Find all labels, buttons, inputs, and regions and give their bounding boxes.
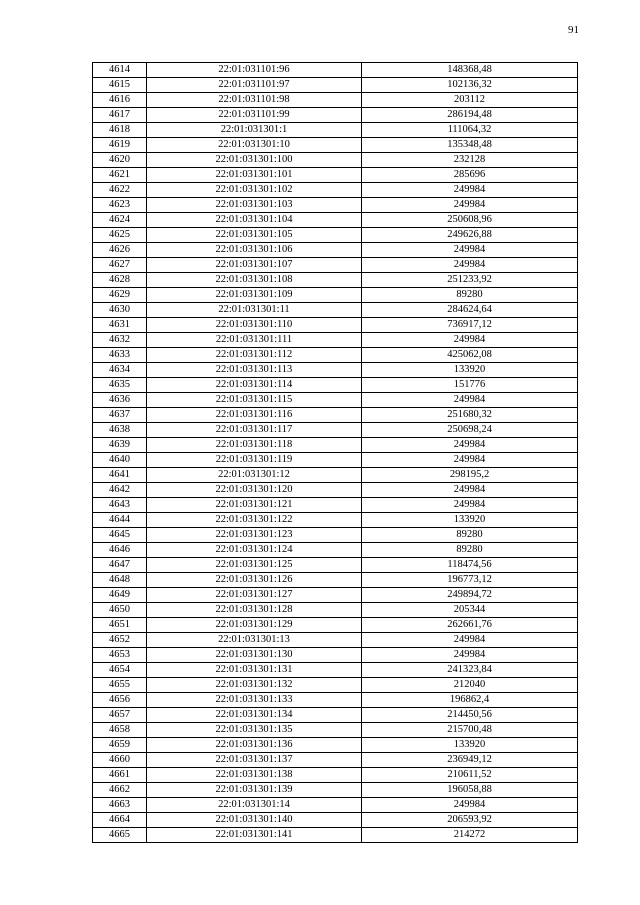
row-number-cell: 4628 bbox=[93, 273, 147, 288]
cadastral-number-cell: 22:01:031301:108 bbox=[147, 273, 362, 288]
cadastral-value-cell: 286194,48 bbox=[362, 108, 578, 123]
row-number-cell: 4621 bbox=[93, 168, 147, 183]
table-row bbox=[93, 813, 578, 828]
cadastral-value-cell: 215700,48 bbox=[362, 723, 578, 738]
row-number-cell: 4653 bbox=[93, 648, 147, 663]
row-number-cell: 4645 bbox=[93, 528, 147, 543]
cadastral-value-cell: 249984 bbox=[362, 393, 578, 408]
table-row bbox=[93, 213, 578, 228]
cadastral-value-cell: 736917,12 bbox=[362, 318, 578, 333]
cadastral-value-cell: 249984 bbox=[362, 498, 578, 513]
cadastral-number-cell: 22:01:031301:113 bbox=[147, 363, 362, 378]
cadastral-value-cell: 148368,48 bbox=[362, 63, 578, 78]
page-number: 91 bbox=[568, 24, 579, 36]
table-row bbox=[93, 648, 578, 663]
row-number-cell: 4640 bbox=[93, 453, 147, 468]
table-row bbox=[93, 678, 578, 693]
cadastral-number-cell: 22:01:031301:112 bbox=[147, 348, 362, 363]
cadastral-number-cell: 22:01:031301:11 bbox=[147, 303, 362, 318]
cadastral-value-cell: 284624,64 bbox=[362, 303, 578, 318]
table-row bbox=[93, 573, 578, 588]
table-row bbox=[93, 273, 578, 288]
cadastral-value-cell: 196058,88 bbox=[362, 783, 578, 798]
table-row bbox=[93, 768, 578, 783]
cadastral-value-cell: 205344 bbox=[362, 603, 578, 618]
row-number-cell: 4622 bbox=[93, 183, 147, 198]
table-row bbox=[93, 78, 578, 93]
row-number-cell: 4630 bbox=[93, 303, 147, 318]
row-number-cell: 4636 bbox=[93, 393, 147, 408]
cadastral-number-cell: 22:01:031101:98 bbox=[147, 93, 362, 108]
cadastral-value-table bbox=[92, 62, 578, 843]
cadastral-number-cell: 22:01:031301:141 bbox=[147, 828, 362, 843]
cadastral-number-cell: 22:01:031301:103 bbox=[147, 198, 362, 213]
cadastral-number-cell: 22:01:031301:13 bbox=[147, 633, 362, 648]
row-number-cell: 4616 bbox=[93, 93, 147, 108]
cadastral-value-cell: 285696 bbox=[362, 168, 578, 183]
cadastral-number-cell: 22:01:031301:106 bbox=[147, 243, 362, 258]
row-number-cell: 4648 bbox=[93, 573, 147, 588]
cadastral-value-cell: 249984 bbox=[362, 453, 578, 468]
cadastral-number-cell: 22:01:031301:116 bbox=[147, 408, 362, 423]
table-row bbox=[93, 828, 578, 843]
cadastral-value-cell: 89280 bbox=[362, 543, 578, 558]
cadastral-value-cell: 251680,32 bbox=[362, 408, 578, 423]
row-number-cell: 4615 bbox=[93, 78, 147, 93]
cadastral-number-cell: 22:01:031301:124 bbox=[147, 543, 362, 558]
table-body bbox=[93, 63, 578, 843]
row-number-cell: 4656 bbox=[93, 693, 147, 708]
cadastral-number-cell: 22:01:031301:110 bbox=[147, 318, 362, 333]
row-number-cell: 4639 bbox=[93, 438, 147, 453]
cadastral-number-cell: 22:01:031301:139 bbox=[147, 783, 362, 798]
table-row bbox=[93, 588, 578, 603]
cadastral-value-cell: 249894,72 bbox=[362, 588, 578, 603]
cadastral-number-cell: 22:01:031301:115 bbox=[147, 393, 362, 408]
row-number-cell: 4657 bbox=[93, 708, 147, 723]
cadastral-number-cell: 22:01:031301:109 bbox=[147, 288, 362, 303]
table-row bbox=[93, 723, 578, 738]
cadastral-value-cell: 250698,24 bbox=[362, 423, 578, 438]
row-number-cell: 4629 bbox=[93, 288, 147, 303]
cadastral-number-cell: 22:01:031301:114 bbox=[147, 378, 362, 393]
cadastral-value-cell: 249984 bbox=[362, 198, 578, 213]
cadastral-value-cell: 241323,84 bbox=[362, 663, 578, 678]
cadastral-number-cell: 22:01:031301:104 bbox=[147, 213, 362, 228]
table-row bbox=[93, 423, 578, 438]
cadastral-value-cell: 196862,4 bbox=[362, 693, 578, 708]
row-number-cell: 4625 bbox=[93, 228, 147, 243]
cadastral-value-cell: 249984 bbox=[362, 633, 578, 648]
cadastral-value-cell: 212040 bbox=[362, 678, 578, 693]
row-number-cell: 4618 bbox=[93, 123, 147, 138]
row-number-cell: 4647 bbox=[93, 558, 147, 573]
cadastral-value-cell: 203112 bbox=[362, 93, 578, 108]
cadastral-value-cell: 206593,92 bbox=[362, 813, 578, 828]
row-number-cell: 4661 bbox=[93, 768, 147, 783]
table-row bbox=[93, 63, 578, 78]
row-number-cell: 4633 bbox=[93, 348, 147, 363]
table-row bbox=[93, 618, 578, 633]
table-row bbox=[93, 228, 578, 243]
cadastral-number-cell: 22:01:031301:136 bbox=[147, 738, 362, 753]
cadastral-number-cell: 22:01:031101:97 bbox=[147, 78, 362, 93]
table-row bbox=[93, 183, 578, 198]
cadastral-number-cell: 22:01:031301:118 bbox=[147, 438, 362, 453]
row-number-cell: 4632 bbox=[93, 333, 147, 348]
cadastral-number-cell: 22:01:031301:132 bbox=[147, 678, 362, 693]
cadastral-value-cell: 118474,56 bbox=[362, 558, 578, 573]
table-row bbox=[93, 498, 578, 513]
cadastral-value-cell: 214272 bbox=[362, 828, 578, 843]
row-number-cell: 4634 bbox=[93, 363, 147, 378]
row-number-cell: 4651 bbox=[93, 618, 147, 633]
cadastral-value-cell: 151776 bbox=[362, 378, 578, 393]
table-row bbox=[93, 513, 578, 528]
row-number-cell: 4642 bbox=[93, 483, 147, 498]
table-row bbox=[93, 363, 578, 378]
cadastral-number-cell: 22:01:031301:129 bbox=[147, 618, 362, 633]
table-row bbox=[93, 258, 578, 273]
cadastral-number-cell: 22:01:031301:1 bbox=[147, 123, 362, 138]
table-row bbox=[93, 708, 578, 723]
cadastral-number-cell: 22:01:031301:105 bbox=[147, 228, 362, 243]
cadastral-number-cell: 22:01:031301:122 bbox=[147, 513, 362, 528]
cadastral-number-cell: 22:01:031301:14 bbox=[147, 798, 362, 813]
table-row bbox=[93, 93, 578, 108]
table-row bbox=[93, 153, 578, 168]
cadastral-number-cell: 22:01:031301:101 bbox=[147, 168, 362, 183]
table-row bbox=[93, 198, 578, 213]
table-row bbox=[93, 663, 578, 678]
cadastral-value-cell: 102136,32 bbox=[362, 78, 578, 93]
table-row bbox=[93, 168, 578, 183]
cadastral-value-cell: 298195,2 bbox=[362, 468, 578, 483]
cadastral-number-cell: 22:01:031301:134 bbox=[147, 708, 362, 723]
cadastral-number-cell: 22:01:031301:107 bbox=[147, 258, 362, 273]
cadastral-value-cell: 111064,32 bbox=[362, 123, 578, 138]
row-number-cell: 4658 bbox=[93, 723, 147, 738]
cadastral-number-cell: 22:01:031301:100 bbox=[147, 153, 362, 168]
cadastral-value-cell: 249984 bbox=[362, 648, 578, 663]
cadastral-value-cell: 249984 bbox=[362, 483, 578, 498]
cadastral-number-cell: 22:01:031301:119 bbox=[147, 453, 362, 468]
table-row bbox=[93, 693, 578, 708]
row-number-cell: 4624 bbox=[93, 213, 147, 228]
cadastral-value-cell: 249626,88 bbox=[362, 228, 578, 243]
row-number-cell: 4627 bbox=[93, 258, 147, 273]
table-row bbox=[93, 318, 578, 333]
cadastral-number-cell: 22:01:031301:121 bbox=[147, 498, 362, 513]
cadastral-value-cell: 89280 bbox=[362, 288, 578, 303]
table-row bbox=[93, 438, 578, 453]
row-number-cell: 4644 bbox=[93, 513, 147, 528]
cadastral-number-cell: 22:01:031301:125 bbox=[147, 558, 362, 573]
cadastral-number-cell: 22:01:031301:138 bbox=[147, 768, 362, 783]
table-row bbox=[93, 453, 578, 468]
row-number-cell: 4631 bbox=[93, 318, 147, 333]
row-number-cell: 4662 bbox=[93, 783, 147, 798]
row-number-cell: 4663 bbox=[93, 798, 147, 813]
cadastral-value-cell: 249984 bbox=[362, 798, 578, 813]
table-row bbox=[93, 603, 578, 618]
cadastral-value-cell: 133920 bbox=[362, 513, 578, 528]
cadastral-value-cell: 249984 bbox=[362, 333, 578, 348]
table-row bbox=[93, 798, 578, 813]
row-number-cell: 4655 bbox=[93, 678, 147, 693]
cadastral-number-cell: 22:01:031301:12 bbox=[147, 468, 362, 483]
row-number-cell: 4638 bbox=[93, 423, 147, 438]
table-row bbox=[93, 483, 578, 498]
cadastral-value-cell: 196773,12 bbox=[362, 573, 578, 588]
table-row bbox=[93, 288, 578, 303]
cadastral-value-cell: 232128 bbox=[362, 153, 578, 168]
table-row bbox=[93, 528, 578, 543]
cadastral-value-cell: 89280 bbox=[362, 528, 578, 543]
table-row bbox=[93, 333, 578, 348]
cadastral-number-cell: 22:01:031301:126 bbox=[147, 573, 362, 588]
cadastral-value-cell: 262661,76 bbox=[362, 618, 578, 633]
cadastral-value-cell: 251233,92 bbox=[362, 273, 578, 288]
row-number-cell: 4652 bbox=[93, 633, 147, 648]
cadastral-number-cell: 22:01:031101:96 bbox=[147, 63, 362, 78]
cadastral-number-cell: 22:01:031301:10 bbox=[147, 138, 362, 153]
cadastral-number-cell: 22:01:031301:117 bbox=[147, 423, 362, 438]
cadastral-number-cell: 22:01:031301:135 bbox=[147, 723, 362, 738]
row-number-cell: 4623 bbox=[93, 198, 147, 213]
cadastral-value-cell: 249984 bbox=[362, 243, 578, 258]
row-number-cell: 4649 bbox=[93, 588, 147, 603]
cadastral-value-cell: 250608,96 bbox=[362, 213, 578, 228]
cadastral-value-cell: 425062,08 bbox=[362, 348, 578, 363]
cadastral-number-cell: 22:01:031301:102 bbox=[147, 183, 362, 198]
cadastral-number-cell: 22:01:031301:130 bbox=[147, 648, 362, 663]
cadastral-value-cell: 133920 bbox=[362, 363, 578, 378]
cadastral-value-cell: 249984 bbox=[362, 438, 578, 453]
table-row bbox=[93, 408, 578, 423]
row-number-cell: 4650 bbox=[93, 603, 147, 618]
table-row bbox=[93, 633, 578, 648]
table-row bbox=[93, 378, 578, 393]
row-number-cell: 4620 bbox=[93, 153, 147, 168]
cadastral-value-cell: 236949,12 bbox=[362, 753, 578, 768]
row-number-cell: 4617 bbox=[93, 108, 147, 123]
row-number-cell: 4643 bbox=[93, 498, 147, 513]
cadastral-number-cell: 22:01:031301:127 bbox=[147, 588, 362, 603]
row-number-cell: 4635 bbox=[93, 378, 147, 393]
cadastral-number-cell: 22:01:031301:131 bbox=[147, 663, 362, 678]
cadastral-number-cell: 22:01:031301:128 bbox=[147, 603, 362, 618]
cadastral-value-cell: 249984 bbox=[362, 258, 578, 273]
row-number-cell: 4665 bbox=[93, 828, 147, 843]
row-number-cell: 4641 bbox=[93, 468, 147, 483]
table-row bbox=[93, 783, 578, 798]
table-row bbox=[93, 393, 578, 408]
cadastral-value-cell: 214450,56 bbox=[362, 708, 578, 723]
table-row bbox=[93, 108, 578, 123]
row-number-cell: 4664 bbox=[93, 813, 147, 828]
row-number-cell: 4619 bbox=[93, 138, 147, 153]
cadastral-number-cell: 22:01:031301:120 bbox=[147, 483, 362, 498]
table-row bbox=[93, 123, 578, 138]
cadastral-number-cell: 22:01:031301:133 bbox=[147, 693, 362, 708]
cadastral-number-cell: 22:01:031301:123 bbox=[147, 528, 362, 543]
cadastral-value-cell: 133920 bbox=[362, 738, 578, 753]
cadastral-value-cell: 135348,48 bbox=[362, 138, 578, 153]
cadastral-number-cell: 22:01:031301:140 bbox=[147, 813, 362, 828]
table-row bbox=[93, 303, 578, 318]
row-number-cell: 4626 bbox=[93, 243, 147, 258]
table-row bbox=[93, 543, 578, 558]
table-row bbox=[93, 738, 578, 753]
table-row bbox=[93, 558, 578, 573]
cadastral-value-cell: 210611,52 bbox=[362, 768, 578, 783]
cadastral-number-cell: 22:01:031301:137 bbox=[147, 753, 362, 768]
table-row bbox=[93, 348, 578, 363]
row-number-cell: 4614 bbox=[93, 63, 147, 78]
cadastral-number-cell: 22:01:031301:111 bbox=[147, 333, 362, 348]
row-number-cell: 4660 bbox=[93, 753, 147, 768]
row-number-cell: 4637 bbox=[93, 408, 147, 423]
cadastral-number-cell: 22:01:031101:99 bbox=[147, 108, 362, 123]
table-row bbox=[93, 138, 578, 153]
row-number-cell: 4646 bbox=[93, 543, 147, 558]
row-number-cell: 4659 bbox=[93, 738, 147, 753]
cadastral-value-cell: 249984 bbox=[362, 183, 578, 198]
row-number-cell: 4654 bbox=[93, 663, 147, 678]
table-row bbox=[93, 753, 578, 768]
table-row bbox=[93, 468, 578, 483]
table-row bbox=[93, 243, 578, 258]
